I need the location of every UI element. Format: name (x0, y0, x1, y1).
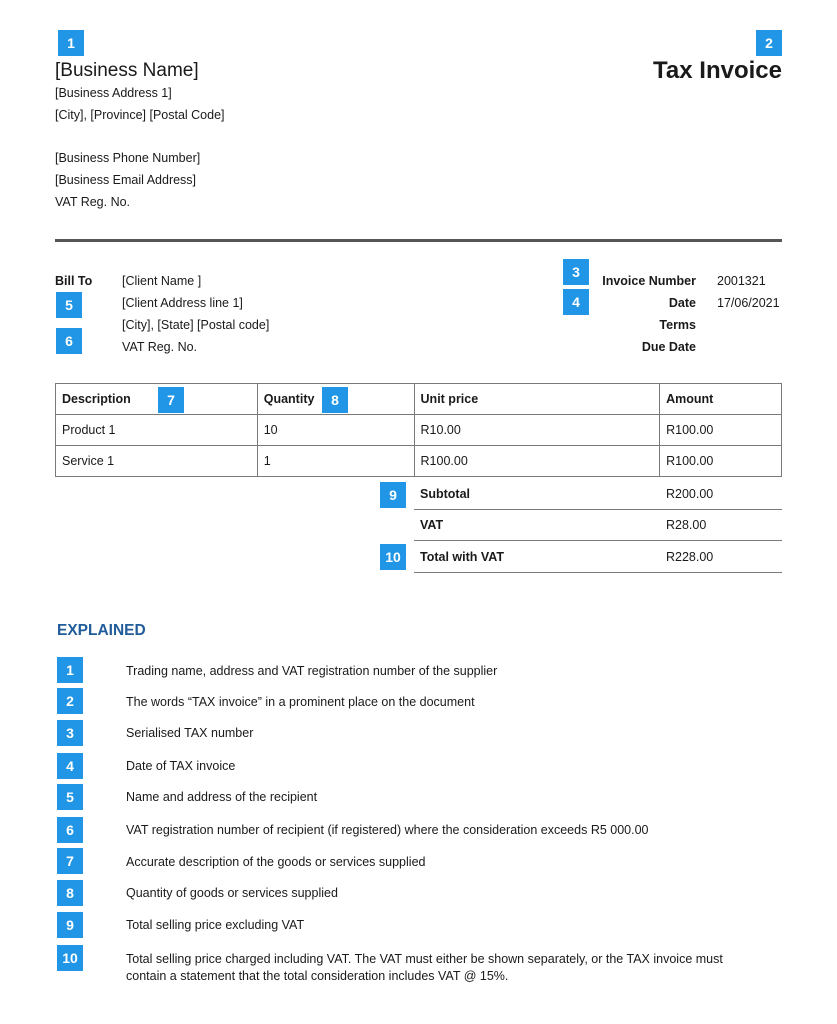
subtotal-value: R200.00 (666, 487, 714, 501)
business-name: [Business Name] (55, 60, 199, 81)
marker-badge-5: 5 (56, 292, 82, 318)
vat-label: VAT (420, 518, 444, 532)
client-address: [Client Address line 1] (122, 296, 243, 310)
marker-badge-10: 10 (380, 544, 406, 570)
marker-badge-2: 2 (756, 30, 782, 56)
column-header-description: Description (56, 384, 258, 415)
date-label: Date (668, 296, 696, 310)
business-city-line: [City], [Province] [Postal Code] (55, 108, 225, 122)
marker-badge-6: 6 (56, 328, 82, 354)
explained-badge-7: 7 (57, 848, 83, 874)
business-address: [Business Address 1] (55, 86, 172, 100)
table-cell: 1 (257, 446, 414, 477)
business-email: [Business Email Address] (55, 173, 197, 187)
invoice-number-value: 2001321 (717, 274, 766, 288)
totals-divider (414, 540, 782, 541)
explained-item-5: Name and address of the recipient (126, 790, 318, 804)
bill-to-label: Bill To (55, 274, 93, 288)
business-phone: [Business Phone Number] (55, 151, 201, 165)
document-title: Tax Invoice (653, 57, 782, 84)
date-value: 17/06/2021 (717, 296, 780, 310)
explained-badge-8: 8 (57, 880, 83, 906)
table-cell: R100.00 (660, 415, 782, 446)
marker-badge-3: 3 (563, 259, 589, 285)
explained-badge-3: 3 (57, 720, 83, 746)
invoice-number-label: Invoice Number (602, 274, 696, 288)
column-header-quantity: Quantity (257, 384, 414, 415)
marker-badge-4: 4 (563, 289, 589, 315)
explained-item-9: Total selling price excluding VAT (126, 918, 305, 932)
column-header-amount: Amount (660, 384, 782, 415)
explained-badge-5: 5 (57, 784, 83, 810)
explained-badge-10: 10 (57, 945, 83, 971)
client-city-line: [City], [State] [Postal code] (122, 318, 270, 332)
explained-badge-4: 4 (57, 753, 83, 779)
table-cell: Product 1 (56, 415, 258, 446)
marker-badge-7: 7 (158, 387, 184, 413)
client-vat: VAT Reg. No. (122, 340, 198, 354)
explained-item-6: VAT registration number of recipient (if registered) where the consideration exceeds R5 000.00 (126, 823, 649, 837)
business-vat: VAT Reg. No. (55, 195, 131, 209)
table-row (56, 415, 782, 446)
total-with-vat-value: R228.00 (666, 550, 714, 564)
subtotal-label: Subtotal (420, 487, 470, 501)
explained-badge-1: 1 (57, 657, 83, 683)
explained-item-1: Trading name, address and VAT registration number of the supplier (126, 664, 498, 678)
explained-item-8: Quantity of goods or services supplied (126, 886, 338, 900)
header-divider (55, 239, 782, 242)
explained-item-7: Accurate description of the goods or services supplied (126, 855, 426, 869)
vat-value: R28.00 (666, 518, 707, 532)
total-with-vat-label: Total with VAT (420, 550, 505, 564)
marker-badge-9: 9 (380, 482, 406, 508)
client-name: [Client Name ] (122, 274, 202, 288)
table-cell: R100.00 (414, 446, 660, 477)
explained-badge-2: 2 (57, 688, 83, 714)
marker-badge-8: 8 (322, 387, 348, 413)
totals-divider (414, 509, 782, 510)
explained-item-3: Serialised TAX number (126, 726, 254, 740)
table-cell: Service 1 (56, 446, 258, 477)
explained-heading: EXPLAINED (57, 622, 146, 639)
explained-badge-6: 6 (57, 817, 83, 843)
column-header-unit-price: Unit price (414, 384, 660, 415)
table-row (56, 446, 782, 477)
explained-item-10: Total selling price charged including VAT. The VAT must either be shown separately, or the TAX invoice must contain a statement that the total consideration includes VAT @ 15%. (126, 952, 723, 983)
table-cell: R10.00 (414, 415, 660, 446)
due-date-label: Due Date (641, 340, 696, 354)
totals-divider (414, 572, 782, 573)
explained-item-2: The words “TAX invoice” in a prominent place on the document (126, 695, 475, 709)
explained-badge-9: 9 (57, 912, 83, 938)
table-cell: R100.00 (660, 446, 782, 477)
explained-item-4: Date of TAX invoice (126, 759, 236, 773)
marker-badge-1: 1 (58, 30, 84, 56)
terms-label: Terms (659, 318, 696, 332)
table-cell: 10 (257, 415, 414, 446)
